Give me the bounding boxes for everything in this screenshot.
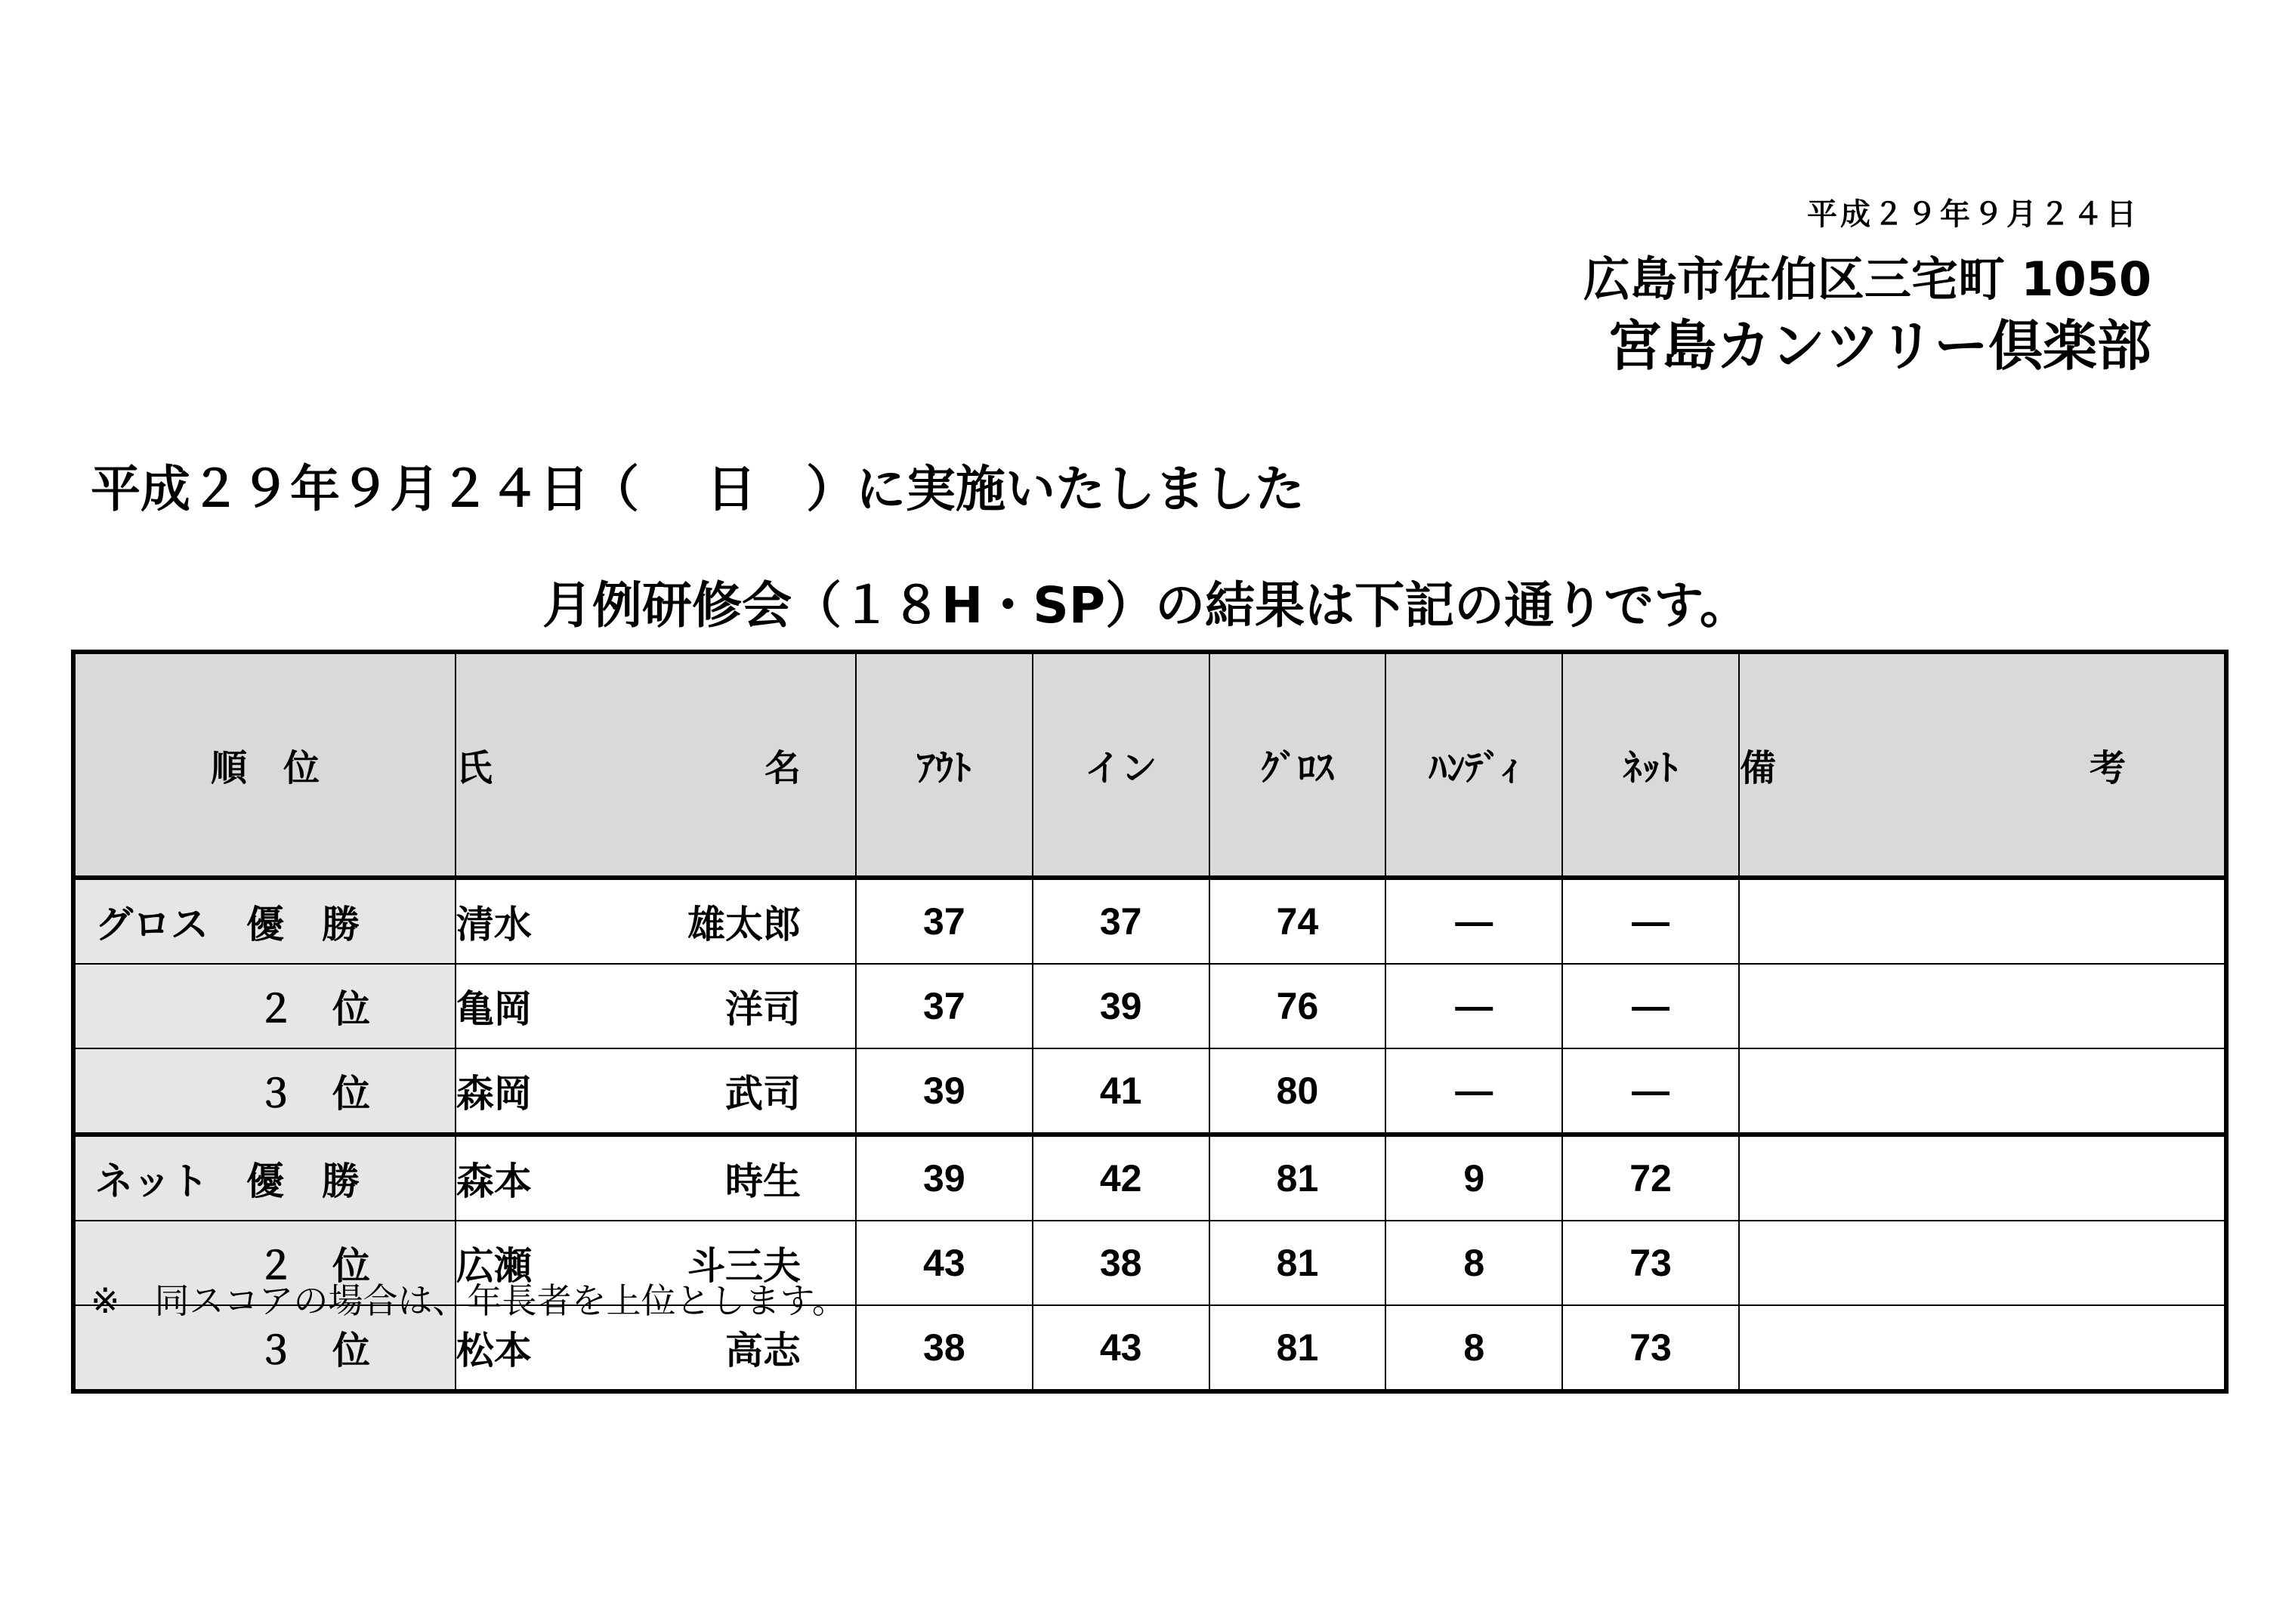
header-net: ﾈｯﾄ <box>1562 652 1739 878</box>
gross-score: 74 <box>1209 878 1386 964</box>
header-out: ｱｳﾄ <box>856 652 1033 878</box>
header-rank: 順 位 <box>73 652 456 878</box>
header-note-b: 考 <box>2089 747 2126 789</box>
name-cell <box>456 1048 856 1135</box>
in-score: 43 <box>1033 1305 1209 1391</box>
issue-date: 平成２９年９月２４日 <box>1807 197 2139 232</box>
name-cell <box>456 878 856 964</box>
header-note <box>1739 652 2226 878</box>
net-score: — <box>1562 964 1739 1048</box>
rank-cell: ２ 位 <box>73 1221 456 1305</box>
family-name: 松本 <box>456 1329 532 1372</box>
header-gross: ｸﾞﾛｽ <box>1209 652 1386 878</box>
footnote: ※ 同スコアの場合は、年長者を上位とします。 <box>91 1280 847 1321</box>
table-header-row <box>73 652 2226 878</box>
out-score: 37 <box>856 964 1033 1048</box>
handicap-value: 8 <box>1385 1305 1562 1391</box>
net-score: 72 <box>1562 1135 1739 1221</box>
given-name: 時生 <box>724 1159 801 1203</box>
in-score: 41 <box>1033 1048 1209 1135</box>
net-score: 73 <box>1562 1221 1739 1305</box>
header-note-a: 備 <box>1739 747 1776 789</box>
intro-line-1: 平成２９年９月２４日（ 日 ）に実施いたしました <box>91 460 1305 518</box>
table-row <box>73 878 2226 964</box>
family-name: 清水 <box>456 903 532 946</box>
gross-score: 80 <box>1209 1048 1386 1135</box>
net-score: — <box>1562 878 1739 964</box>
in-score: 37 <box>1033 878 1209 964</box>
handicap-value: 8 <box>1385 1221 1562 1305</box>
family-name: 森本 <box>456 1159 532 1203</box>
name-cell <box>456 1135 856 1221</box>
out-score: 39 <box>856 1048 1033 1135</box>
table-row <box>73 1048 2226 1135</box>
rank-cell: ３ 位 <box>73 1305 456 1391</box>
net-score: 73 <box>1562 1305 1739 1391</box>
rank-cell: ネット 優 勝 <box>73 1135 456 1221</box>
note-cell <box>1739 1305 2226 1391</box>
intro-line-2: 月例研修会（１８H・SP）の結果は下記の通りです。 <box>542 576 1750 634</box>
out-score: 37 <box>856 878 1033 964</box>
table-row <box>73 964 2226 1048</box>
gross-score: 81 <box>1209 1221 1386 1305</box>
given-name: 高志 <box>724 1329 801 1372</box>
name-cell <box>456 964 856 1048</box>
out-score: 43 <box>856 1221 1033 1305</box>
note-cell <box>1739 964 2226 1048</box>
header-name <box>456 652 856 878</box>
net-score: — <box>1562 1048 1739 1135</box>
family-name: 亀岡 <box>456 987 532 1031</box>
header-handicap: ﾊﾝﾃﾞｨ <box>1385 652 1562 878</box>
rank-cell: グロス 優 勝 <box>73 878 456 964</box>
given-name: 武司 <box>724 1072 801 1116</box>
in-score: 42 <box>1033 1135 1209 1221</box>
gross-score: 76 <box>1209 964 1386 1048</box>
given-name: 雄太郎 <box>687 903 801 946</box>
note-cell <box>1739 878 2226 964</box>
out-score: 38 <box>856 1305 1033 1391</box>
in-score: 39 <box>1033 964 1209 1048</box>
gross-score: 81 <box>1209 1305 1386 1391</box>
rank-cell: ２ 位 <box>73 964 456 1048</box>
rank-cell: ３ 位 <box>73 1048 456 1135</box>
note-cell <box>1739 1135 2226 1221</box>
family-name: 森岡 <box>456 1072 532 1116</box>
note-cell <box>1739 1221 2226 1305</box>
header-name-given: 名 <box>764 747 801 789</box>
header-in: イン <box>1033 652 1209 878</box>
given-name: 洋司 <box>724 987 801 1031</box>
gross-score: 81 <box>1209 1135 1386 1221</box>
given-name: 斗三夫 <box>687 1244 801 1288</box>
club-address: 広島市佐伯区三宅町 1050 <box>1583 252 2151 307</box>
out-score: 39 <box>856 1135 1033 1221</box>
in-score: 38 <box>1033 1221 1209 1305</box>
table-row <box>73 1135 2226 1221</box>
handicap-value: — <box>1385 964 1562 1048</box>
family-name: 広瀬 <box>456 1244 532 1288</box>
header-name-family: 氏 <box>456 747 493 789</box>
note-cell <box>1739 1048 2226 1135</box>
handicap-value: — <box>1385 878 1562 964</box>
handicap-value: 9 <box>1385 1135 1562 1221</box>
club-name: 宮島カンツリー倶楽部 <box>1607 314 2151 378</box>
handicap-value: — <box>1385 1048 1562 1135</box>
